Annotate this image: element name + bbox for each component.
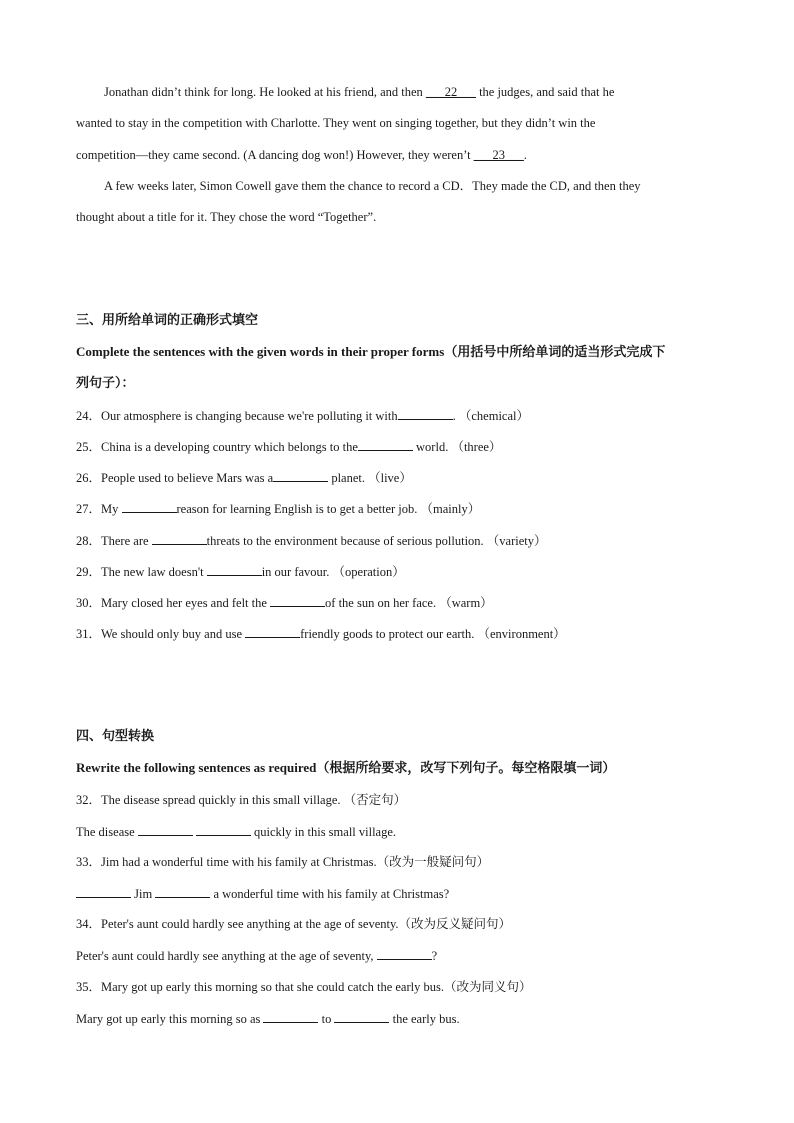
question-34: 34．Peter's aunt could hardly see anything at the age of seventy.（改为反义疑问句） (76, 917, 512, 931)
passage-line-4: A few weeks later, Simon Cowell gave them the chance to record a CD．They made the CD, and then they (104, 179, 641, 193)
answer-blank[interactable] (207, 563, 262, 576)
section4-instruction (76, 760, 615, 777)
answer-text: the early bus. (389, 1012, 460, 1026)
passage-line-5: thought about a title for it. They chose the word “Together”. (76, 210, 377, 224)
instruction-en: Complete the sentences with the given words in their proper forms (76, 344, 445, 359)
question-28 (76, 532, 547, 549)
answer-text: a wonderful time with his family at Christmas? (210, 887, 450, 901)
answer-text: The disease (76, 825, 138, 839)
section3-instruction (76, 344, 665, 361)
question-25 (76, 438, 501, 455)
answer-text: to (318, 1012, 335, 1026)
answer-text: Mary got up early this morning so as (76, 1012, 264, 1026)
instruction-cn: （用括号中所给单词的适当形式完成下 (444, 345, 666, 360)
instruction-cn: （根据所给要求，改写下列句子。每空格限填一词） (316, 761, 616, 776)
passage-line-3 (76, 147, 527, 163)
passage-text: competition—they came second. (A dancing dog won!) However, they weren’t (76, 148, 474, 162)
section4-title: 四、句型转换 (76, 729, 155, 744)
blank-22: ___22___ (425, 85, 476, 99)
question-24 (76, 407, 529, 424)
answer-33 (76, 885, 449, 902)
answer-blank[interactable] (155, 885, 210, 898)
question-text: 27．My (76, 502, 122, 516)
question-27 (76, 500, 480, 517)
passage-line-1 (104, 84, 614, 100)
question-text: . （chemical） (452, 409, 529, 423)
answer-34 (76, 947, 437, 964)
passage-line-2: wanted to stay in the competition with Charlotte. They went on singing together, but they didn’t win the (76, 116, 596, 130)
question-29 (76, 563, 405, 580)
question-text: 29．The new law doesn't (76, 565, 207, 579)
question-text: friendly goods to protect our earth. （environment） (300, 627, 566, 641)
answer-blank[interactable] (398, 407, 453, 420)
question-text: 25．China is a developing country which belongs to the (76, 440, 358, 454)
answer-blank[interactable] (245, 625, 300, 638)
blank-23: ___23___ (473, 148, 524, 162)
answer-text: Peter's aunt could hardly see anything at the age of seventy, (76, 949, 377, 963)
answer-blank[interactable] (270, 594, 325, 607)
question-32: 32．The disease spread quickly in this small village. （否定句） (76, 793, 407, 807)
answer-blank[interactable] (76, 885, 131, 898)
answer-blank[interactable] (122, 500, 177, 513)
answer-text: quickly in this small village. (250, 825, 397, 839)
question-text: in our favour. （operation） (261, 565, 405, 579)
question-text: reason for learning English is to get a better job. （mainly） (176, 502, 481, 516)
answer-32 (76, 823, 396, 840)
answer-blank[interactable] (152, 532, 207, 545)
answer-blank[interactable] (377, 947, 432, 960)
question-text: 24．Our atmosphere is changing because we're polluting it with (76, 409, 398, 423)
passage-text: the judges, and said that he (475, 85, 615, 99)
answer-35 (76, 1010, 460, 1027)
passage-text: . (523, 148, 527, 162)
question-30 (76, 594, 493, 611)
question-33: 33．Jim had a wonderful time with his family at Christmas.（改为一般疑问句） (76, 855, 490, 869)
passage-text: Jonathan didn’t think for long. He looked at his friend, and then (104, 85, 426, 99)
question-text: 26．People used to believe Mars was a (76, 471, 274, 485)
answer-blank[interactable] (358, 438, 413, 451)
answer-blank[interactable] (138, 823, 193, 836)
answer-blank[interactable] (334, 1010, 389, 1023)
question-26 (76, 469, 412, 486)
question-text: planet. （live） (328, 471, 412, 485)
section3-instruction-cont: 列句子）： (76, 376, 135, 391)
answer-blank[interactable] (196, 823, 251, 836)
question-text: 28．There are (76, 534, 152, 548)
question-text: 30．Mary closed her eyes and felt the (76, 596, 271, 610)
question-text: 31．We should only buy and use (76, 627, 246, 641)
answer-blank[interactable] (263, 1010, 318, 1023)
section3-title: 三、用所给单词的正确形式填空 (76, 313, 259, 328)
question-text: threats to the environment because of serious pollution. （variety） (206, 534, 547, 548)
question-text: of the sun on her face. （warm） (325, 596, 493, 610)
question-31 (76, 625, 566, 642)
answer-text: ? (431, 949, 438, 963)
question-text: world. （three） (412, 440, 502, 454)
instruction-en: Rewrite the following sentences as required (76, 760, 317, 775)
answer-text: Jim (131, 887, 156, 901)
question-35: 35．Mary got up early this morning so that she could catch the early bus.（改为同义句） (76, 980, 532, 994)
answer-blank[interactable] (273, 469, 328, 482)
